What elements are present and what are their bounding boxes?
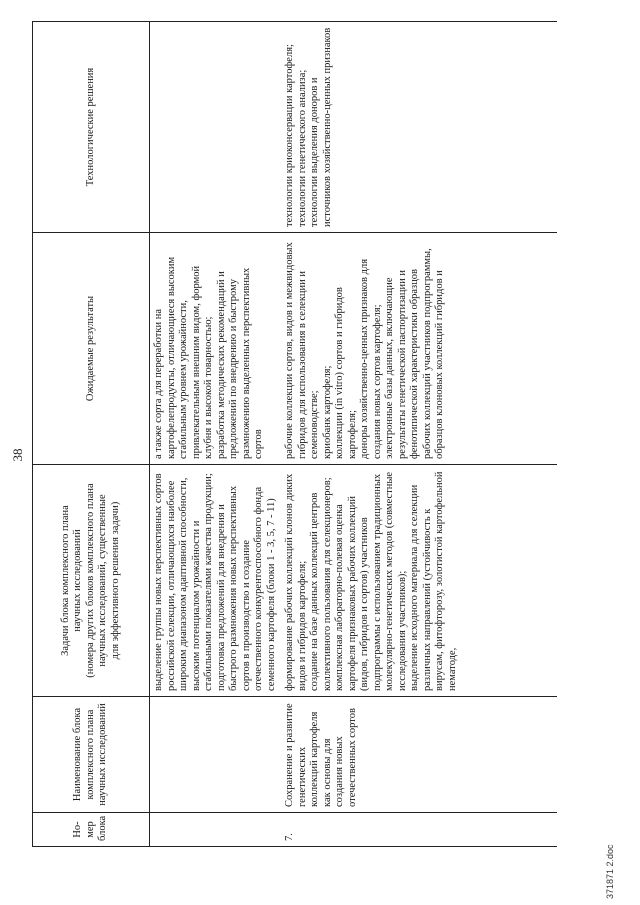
footer-filename: 371871 2.doc bbox=[605, 844, 615, 899]
table-row-continued bbox=[150, 22, 282, 847]
cell-block-tasks bbox=[281, 465, 557, 697]
cell-tasks-continued bbox=[150, 465, 282, 697]
task-item: комплексная лабораторно-полевая оценка картофеля признаковых рабочих коллекций (видов, гибридов и сортов) участников подпрограммы с использованием традиционных молекулярно-генетических методов (совместные исследования участников); bbox=[334, 471, 408, 691]
header-block-number: Но- мер блока bbox=[33, 813, 150, 847]
task-item: создание на базе данных коллекций центров коллективного пользования для селекционеров; bbox=[309, 477, 333, 691]
task-item: выделение исходного материала для селекции различных направлений (устойчивость к вирусам, фитофторозу, золотистой картофельной нематоде, bbox=[409, 471, 458, 691]
tech-item: технологии генетического анализа; bbox=[296, 69, 308, 227]
task-item: выделение группы новых перспективных сортов российской селекции, отличающихся наиболее широким диапазоном адаптивной способности, высоким потенциалом урожайности и стабильными показателями качества продукции; bbox=[153, 473, 214, 691]
table-header-row bbox=[33, 22, 150, 847]
tech-item: технологии криоконсервации картофеля; bbox=[284, 44, 295, 227]
result-item: коллекции (in vitro) сортов и гибридов картофеля; bbox=[334, 287, 358, 459]
cell-block-results bbox=[281, 233, 557, 465]
result-item: а также сорта для переработки на картофелепродукты, отличающиеся высоким стабильным уровнем урожайности, привлекательным внешним видом, формой клубня и высокой товарностью; bbox=[153, 256, 214, 459]
cell-block-name: Сохранение и развитие генетических коллекций картофеля как основы для создания новых отечественных сортов bbox=[281, 697, 557, 813]
cell-name-empty bbox=[150, 697, 282, 813]
header-block-name: Наименование блока комплексного плана научных исследований bbox=[33, 697, 150, 813]
header-expected-results: Ожидаемые результаты bbox=[33, 233, 150, 465]
cell-results-continued bbox=[150, 233, 282, 465]
tech-item: технологии выделения доноров и источников хозяйственно-ценных признаков bbox=[309, 27, 333, 227]
cell-tech-empty bbox=[150, 22, 282, 233]
task-item: формирование рабочих коллекций клонов диких видов и гибридов картофеля; bbox=[284, 473, 308, 691]
result-item: разработка методических рекомендаций и предложений по внедрению и быстрому размножению выделенных перспективных сортов bbox=[215, 267, 264, 459]
page-number: 38 bbox=[10, 448, 25, 462]
research-plan-table bbox=[32, 21, 557, 847]
cell-block-number: 7. bbox=[281, 813, 557, 847]
cell-number-empty bbox=[150, 813, 282, 847]
task-item: подготовка предложений для внедрения и быстрого размножения новых перспективных сортов в производство и создание отечественного конкурентоспособного фонда семенного картофеля (блоки 1 - 3, 5, 7 - 11) bbox=[215, 485, 277, 691]
result-item: электронные базы данных, включающие результаты генетической паспортизации и фенотипической характеристики образцов рабочих коллекций участников подпрограммы, образцов клоновых коллекций гибридов и bbox=[384, 248, 445, 459]
header-tech-solutions: Технологические решения bbox=[33, 22, 150, 233]
result-item: криобанк картофеля; bbox=[321, 365, 333, 459]
cell-block-tech bbox=[281, 22, 557, 233]
table-row-block-7 bbox=[281, 22, 557, 847]
header-block-tasks: Задачи блока комплексного плана научных исследований (номера других блоков комплексного плана научных исследований, существенные для эффективного решения задачи) bbox=[33, 465, 150, 697]
result-item: доноры хозяйственно-ценных признаков для создания новых сортов картофеля; bbox=[359, 258, 383, 459]
result-item: рабочие коллекции сортов, видов и межвидовых гибридов для использования в селекции и семеноводстве; bbox=[284, 242, 320, 459]
